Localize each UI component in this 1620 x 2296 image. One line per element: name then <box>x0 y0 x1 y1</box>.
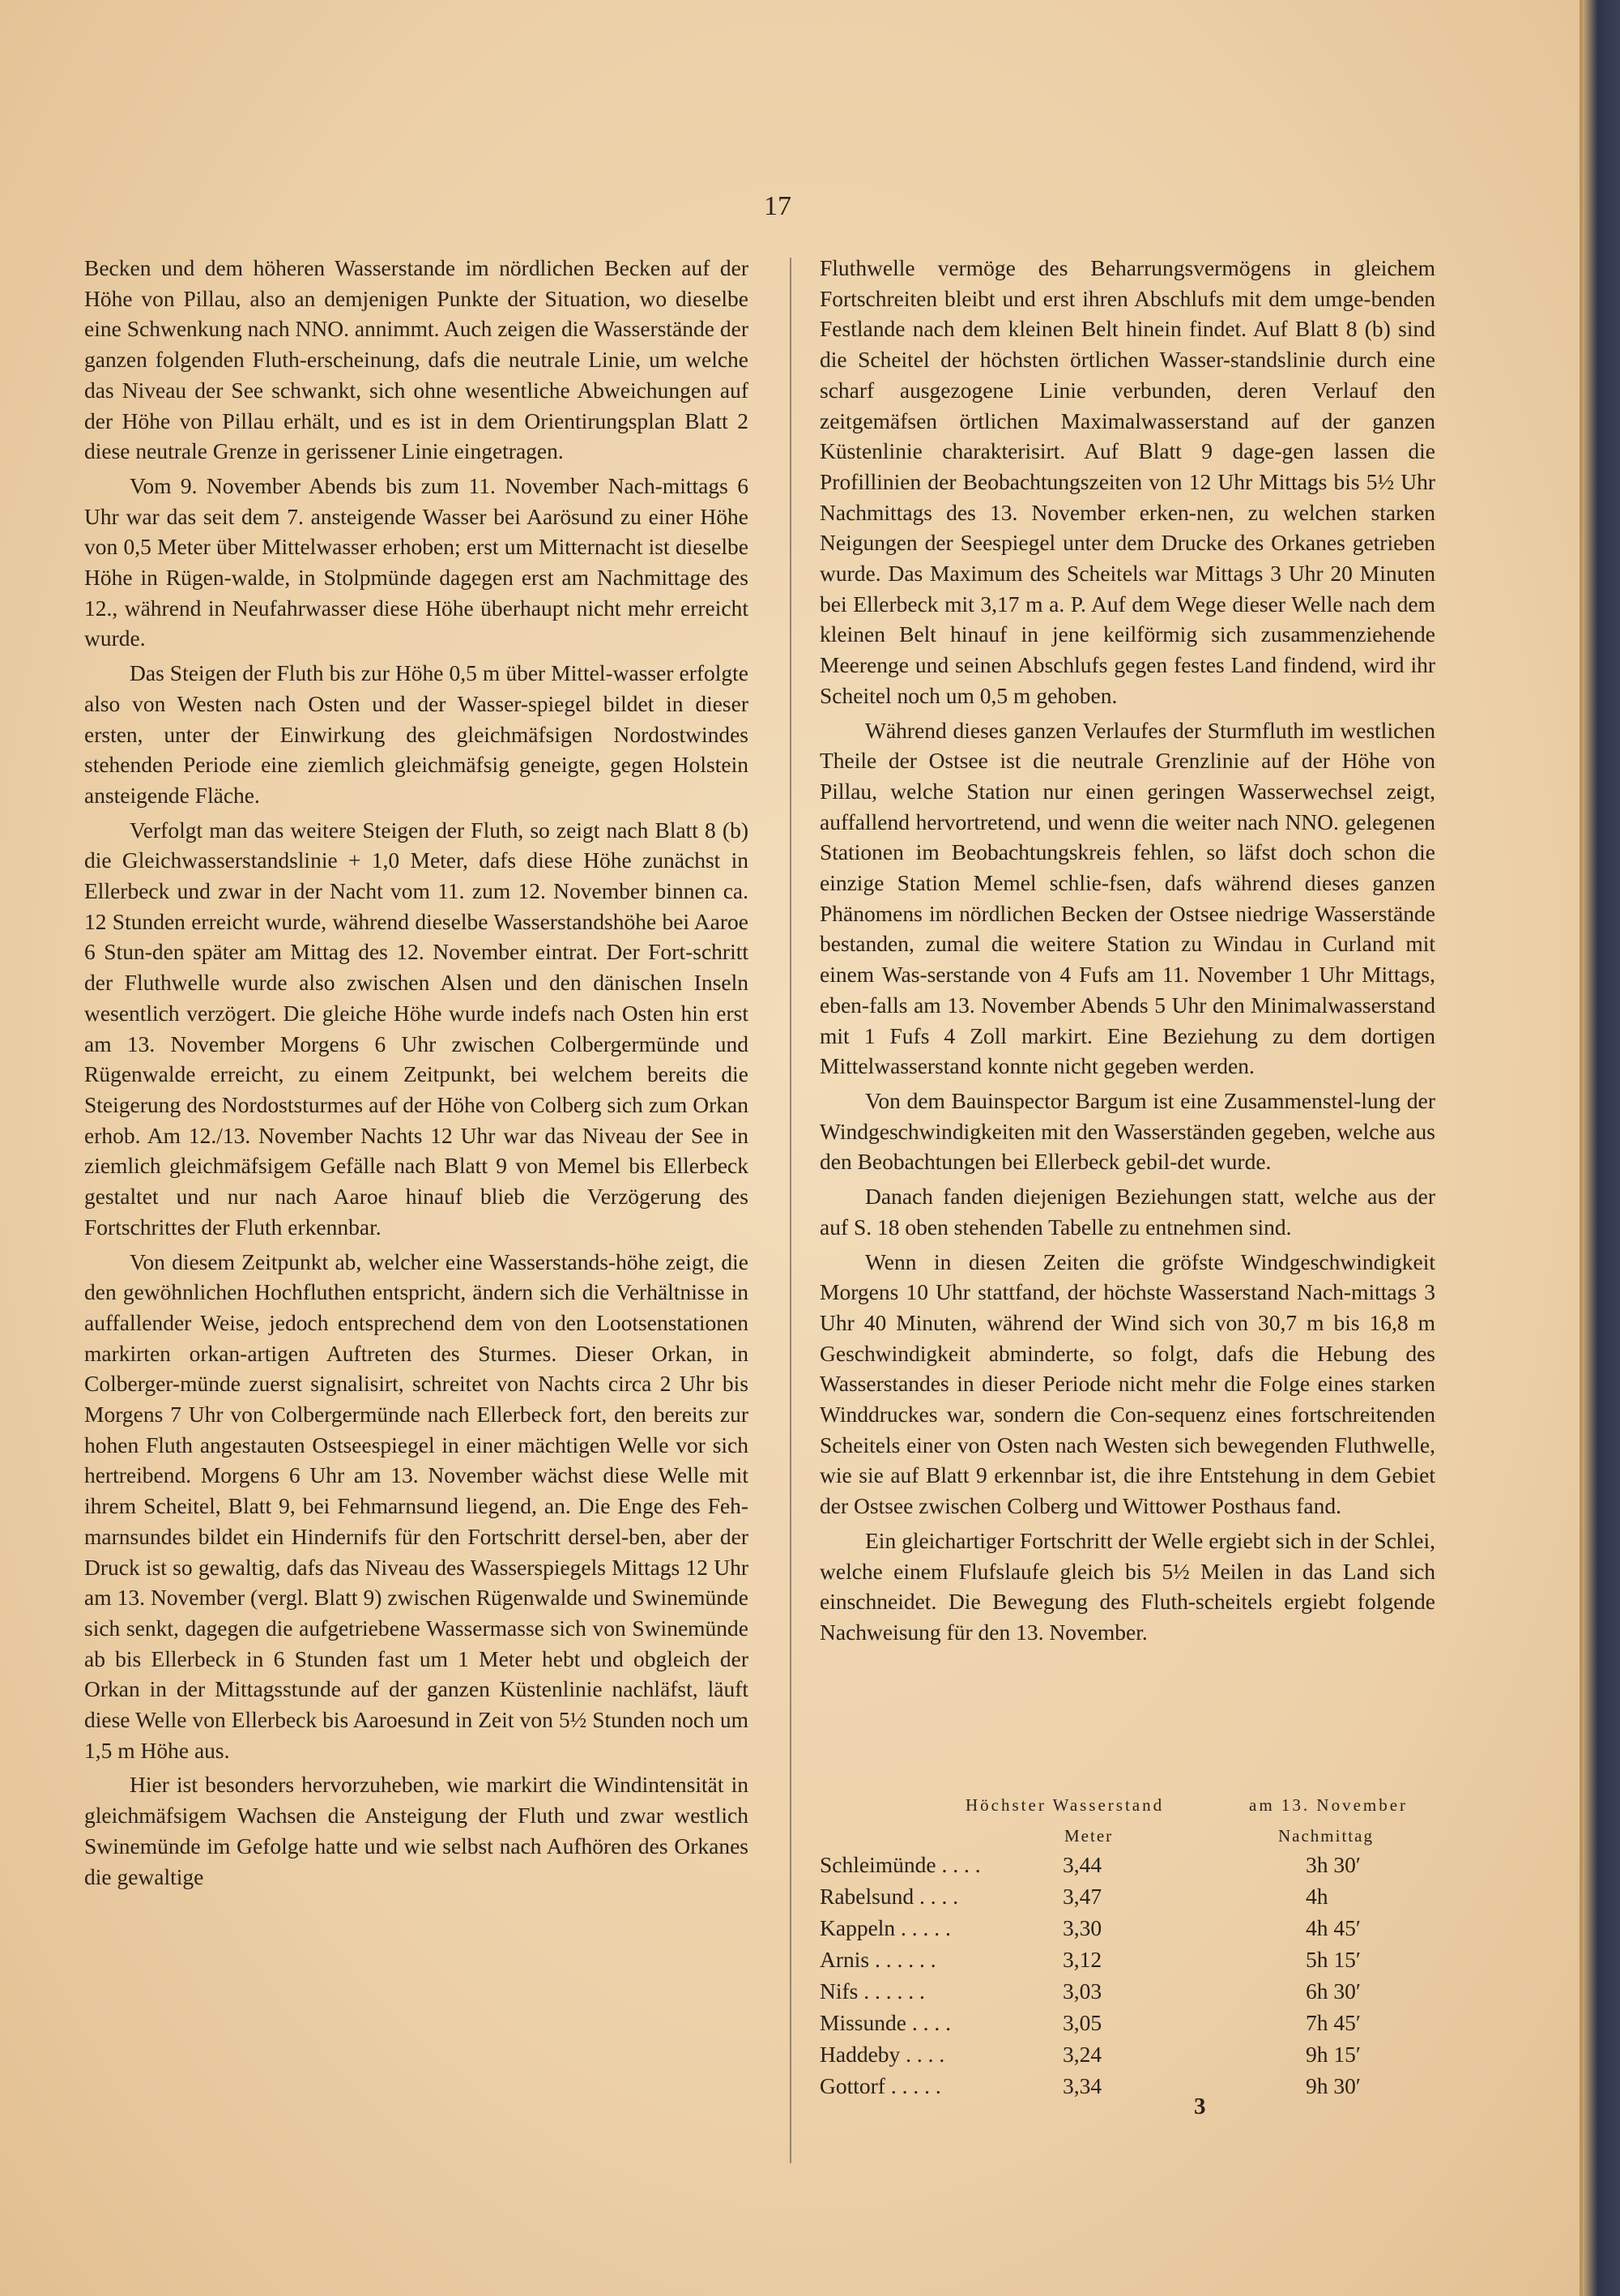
time-cell: 6h 30′ <box>1306 1978 1361 2004</box>
header-water-level: Höchster Wasserstand <box>966 1795 1165 1815</box>
time-cell: 7h 45′ <box>1306 2010 1361 2035</box>
paragraph: Fluthwelle vermöge des Beharrungsvermögens in gleichem Fortschreiten bleibt und erst ihren Abschlufs mit dem umge-benden Festlande nach dem kleinen Belt hinein findet. Auf Blatt 8 (b) sind die Scheitel der höchsten örtlichen Wasser-standslinie durch eine scharf ausgezogene Linie verbunden, deren Verlauf den zeitgemäfsen örtlichen Maximalwasserstand auf der ganzen Küstenlinie charakterisirt. Auf Blatt 9 dage-gen lassen die Profillinien der Beobachtungszeiten von 12 Uhr Mittags bis 5½ Uhr Nachmittags des 13. November erken-nen, zu welchen starken Neigungen der Seespiegel unter dem Drucke des Orkanes getrieben wurde. Das Maximum des Scheitels war Mittags 3 Uhr 20 Minuten bei Ellerbeck mit 3,17 m a. P. Auf dem Wege dieser Welle nach dem kleinen Belt hinauf in jene keilförmig sich zusammenziehende Meerenge und seinen Abschlufs gegen festes Land findend, wird ihr Scheitel noch um 0,5 m gehoben. <box>820 255 1435 708</box>
place-cell: Gottorf . . . . . <box>820 2073 941 2098</box>
time-cell: 9h 30′ <box>1306 2073 1361 2098</box>
level-cell: 3,44 <box>1063 1852 1102 1877</box>
left-column <box>84 253 748 1896</box>
level-cell: 3,47 <box>1063 1884 1102 1909</box>
time-cell: 3h 30′ <box>1306 1852 1361 1877</box>
table-header-row <box>820 1790 1435 1821</box>
table-row <box>820 1978 1435 2010</box>
page-number: 17 <box>764 191 791 221</box>
place-cell: Arnis . . . . . . <box>820 1947 936 1972</box>
level-cell: 3,05 <box>1063 2010 1102 2035</box>
table-row <box>820 2042 1435 2073</box>
paragraph: Vom 9. November Abends bis zum 11. November Nach-mittags 6 Uhr war das seit dem 7. ansteigende Wasser bei Aarösund zu einer Höhe von 0,5 Meter über Mittelwasser erhoben; erst um Mitternacht ist dieselbe Höhe in Rügen-walde, in Stolpmünde dagegen erst am Nachmittage des 12., während in Neufahrwasser diese Höhe überhaupt nicht mehr erreicht wurde. <box>84 472 748 651</box>
time-cell: 5h 15′ <box>1306 1947 1361 1972</box>
paragraph: Becken und dem höheren Wasserstande im nördlichen Becken auf der Höhe von Pillau, also an demjenigen Punkte der Situation, wo dieselbe eine Schwenkung nach NNO. annimmt. Auch zeigen die Wasserstände der ganzen folgenden Fluth-erscheinung, dafs die neutrale Linie, um welche das Niveau der See schwankt, sich ohne wesentliche Abweichungen auf der Höhe von Pillau erhält, und es ist in dem Orientirungsplan Blatt 2 diese neutrale Grenze in gerissener Linie eingetragen. <box>84 255 748 464</box>
paragraph: Von diesem Zeitpunkt ab, welcher eine Wasserstands-höhe zeigt, die den gewöhnlichen Hochfluthen entspricht, ändern sich die Verhältnisse in auffallender Weise, jedoch entsprechend dem von den Lootsenstationen markirten orkan-artigen Auftreten des Sturmes. Dieser Orkan, in Colberger-münde zuerst signalisirt, schreitet von Nachts circa 2 Uhr bis Morgens 7 Uhr von Colbergermünde nach Ellerbeck fort, den bereits zur hohen Fluth angestauten Ostseespiegel in einer mächtigen Welle vor sich hertreibend. Morgens 6 Uhr am 13. November wächst diese Welle mit ihrem Scheitel, Blatt 9, bei Fehmarnsund liegend, an. Die Enge des Feh-marnsundes bildet ein Hindernifs für den Fortschritt dersel-ben, aber der Druck ist so gewaltig, dafs das Niveau des Wasserspiegels Mittags 12 Uhr am 13. November (vergl. Blatt 9) zwischen Rügenwalde und Swinemünde sich senkt, dagegen die aufgetriebene Wassermasse sich von Swinemünde ab bis Ellerbeck in 6 Stunden fast um 1 Meter hebt und obgleich der Orkan in der Mittagsstunde auf der ganzen Küstenlinie nachläfst, läuft diese Welle von Ellerbeck bis Aaroesund in Zeit von 5½ Stunden noch um 1,5 m Höhe aus. <box>84 1248 748 1763</box>
level-cell: 3,30 <box>1063 1915 1102 1940</box>
level-cell: 3,24 <box>1063 2042 1102 2067</box>
paragraph: Wenn in diesen Zeiten die gröfste Windgeschwindigkeit Morgens 10 Uhr stattfand, der höchste Wasserstand Nach-mittags 3 Uhr 40 Minuten, während der Wind sich von 30,7 m bis 16,8 m Geschwindigkeit abminderte, so folgt, dafs die Hebung des Wasserstandes in dieser Periode nicht mehr die Folge eines starken Winddruckes war, sondern die Con-sequenz eines fortschreitenden Scheitels einer von Osten nach Westen sich bewegenden Fluthwelle, wie sie auf Blatt 9 erkennbar ist, die ihre Entstehung in dem Gebiet der Ostsee zwischen Colberg und Wittower Posthaus fand. <box>820 1248 1435 1519</box>
paragraph: Während dieses ganzen Verlaufes der Sturmfluth im westlichen Theile der Ostsee ist die neutrale Grenzlinie auf der Höhe von Pillau, welche Station nur einen geringen Wasserwechsel zeigt, auffallend hervortretend, und wenn die weiter nach NNO. gelegenen Stationen im Beobachtungskreis fehlen, so läfst doch schon die einzige Station Memel schlie-fsen, dafs während dieses ganzen Phänomens im nördlichen Becken der Ostsee niedrige Wasserstände bestanden, zumal die weitere Station zu Windau in Curland mit einem Was-serstande von 4 Fufs am 11. November 1 Uhr Mittags, eben-falls am 13. November Abends 5 Uhr den Minimalwasserstand mit 1 Fufs 4 Zoll markirt. Eine Beziehung zu dem dortigen Mittelwasserstand konnte nicht gegeben werden. <box>820 717 1435 1079</box>
flood-crest-table <box>820 1790 1435 2105</box>
place-cell: Nifs . . . . . . <box>820 1978 925 2004</box>
paragraph: Ein gleichartiger Fortschritt der Welle ergiebt sich in der Schlei, welche einem Flufslaufe gleich bis 5½ Meilen in das Land sich einschneidet. Die Bewegung des Fluth-scheitels ergiebt folgende Nachweisung für den 13. November. <box>820 1527 1435 1645</box>
level-cell: 3,34 <box>1063 2073 1102 2098</box>
level-cell: 3,03 <box>1063 1978 1102 2004</box>
paragraph: Danach fanden diejenigen Beziehungen statt, welche aus der auf S. 18 oben stehenden Tabelle zu entnehmen sind. <box>820 1184 1435 1240</box>
table-row <box>820 1852 1435 1884</box>
time-cell: 9h 15′ <box>1306 2042 1361 2067</box>
table-row <box>820 2010 1435 2042</box>
signature-mark: 3 <box>1194 2093 1206 2119</box>
place-cell: Kappeln . . . . . <box>820 1915 951 1940</box>
table-row <box>820 1884 1435 1915</box>
table-row <box>820 2073 1435 2105</box>
right-column <box>820 253 1435 1652</box>
table-row <box>820 1915 1435 1947</box>
table-subheader-row <box>820 1821 1435 1852</box>
table-row <box>820 1947 1435 1978</box>
time-cell: 4h <box>1306 1884 1328 1909</box>
place-cell: Haddeby . . . . <box>820 2042 945 2067</box>
level-cell: 3,12 <box>1063 1947 1102 1972</box>
header-unit: Meter <box>1064 1826 1114 1846</box>
header-time: Nachmittag <box>1278 1826 1374 1846</box>
paragraph: Verfolgt man das weitere Steigen der Fluth, so zeigt nach Blatt 8 (b) die Gleichwasserstandslinie + 1,0 Meter, dafs diese Höhe zunächst in Ellerbeck und zwar in der Nacht vom 11. zum 12. November binnen ca. 12 Stunden erreicht wurde, während dieselbe Wasserstandshöhe bei Aaroe 6 Stun-den später am Mittag des 12. November eintrat. Der Fort-schritt der Fluthwelle wurde also zwischen Alsen und den dänischen Inseln wesentlich verzögert. Die gleiche Höhe wurde indefs nach Osten hin erst am 13. November Morgens 6 Uhr zwischen Colbergermünde und Rügenwalde erreicht, zu einem Zeitpunkt, bei welchem bereits die Steigerung des Nordoststurmes auf der Höhe von Colberg sich zum Orkan erhob. Am 12./13. November Nachts 12 Uhr war das Niveau der See in ziemlich gleichmäfsigem Gefälle nach Blatt 9 von Memel bis Ellerbeck gestaltet und nur nach Aaroe hinauf blieb die Verzögerung des Fortschrittes der Fluth erkennbar. <box>84 817 748 1240</box>
paragraph: Das Steigen der Fluth bis zur Höhe 0,5 m über Mittel-wasser erfolgte also von Westen nach Osten und der Wasser-spiegel bildet in dieser ersten, unter der Einwirkung des gleichmäfsigen Nordostwindes stehenden Periode eine ziemlich gleichmäfsig geneigte, gegen Holstein ansteigende Fläche. <box>84 660 748 808</box>
column-divider <box>790 258 791 2163</box>
paragraph: Hier ist besonders hervorzuheben, wie markirt die Windintensität in gleichmäfsigem Wachsen die Ansteigung der Fluth und zwar westlich Swinemünde im Gefolge hatte und wie selbst nach Aufhören des Orkanes die gewaltige <box>84 1772 748 1889</box>
time-cell: 4h 45′ <box>1306 1915 1361 1940</box>
place-cell: Schleimünde . . . . <box>820 1852 981 1877</box>
place-cell: Rabelsund . . . . <box>820 1884 959 1909</box>
book-binding-edge <box>1583 0 1620 2296</box>
paragraph: Von dem Bauinspector Bargum ist eine Zusammenstel-lung der Windgeschwindigkeiten mit den Wasserständen gegeben, welche aus den Beobachtungen bei Ellerbeck gebil-det wurde. <box>820 1087 1435 1175</box>
header-date: am 13. November <box>1249 1795 1409 1815</box>
place-cell: Missunde . . . . <box>820 2010 951 2035</box>
